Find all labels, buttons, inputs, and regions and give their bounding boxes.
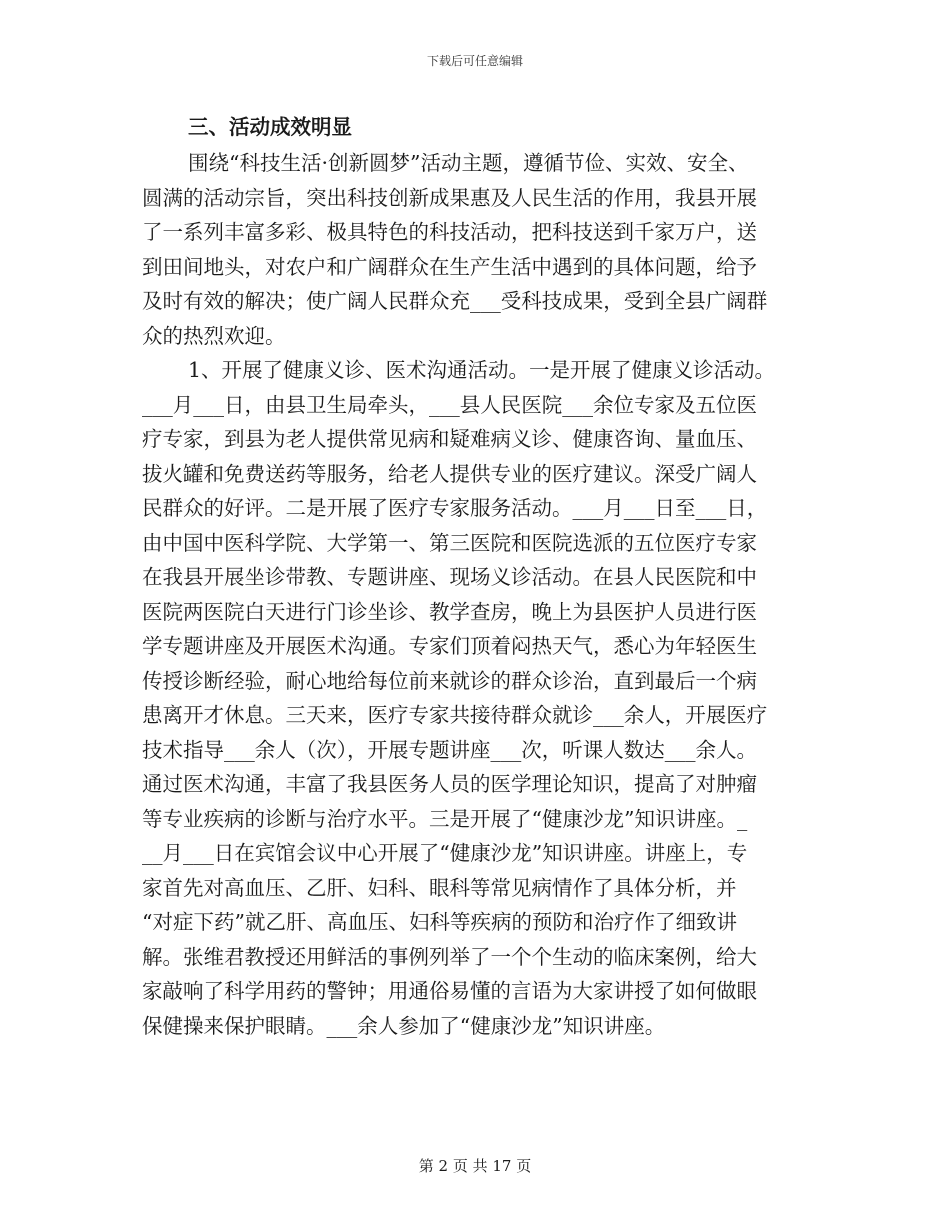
- paragraph-line: 患离开才休息。三天来，医疗专家共接待群众就诊___余人，开展医疗: [142, 703, 768, 727]
- body-text: [142, 146, 802, 1043]
- paragraph-line: 医院两医院白天进行门诊坐诊、教学查房，晚上为县医护人员进行医: [142, 599, 757, 624]
- paragraph-line: 了一系列丰富多彩、极具特色的科技活动，把科技送到千家万户，送: [142, 220, 757, 244]
- paragraph-line: 通过医术沟通，丰富了我县医务人员的医学理论知识，提高了对肿瘤: [142, 772, 757, 796]
- paragraph-line: 到田间地头，对农户和广阔群众在生产生活中遇到的具体问题，给予: [142, 254, 757, 279]
- paragraph-line: 保健操来保护眼睛。___余人参加了“健康沙龙”知识讲座。: [142, 1013, 666, 1038]
- paragraph-1: [142, 146, 802, 353]
- page-number: 第 2 页 共 17 页: [418, 1157, 532, 1175]
- paragraph-line: 在我县开展坐诊带教、专题讲座、现场义诊活动。在县人民医院和中: [142, 565, 757, 589]
- paragraph-line: 疗专家，到县为老人提供常见病和疑难病义诊、健康咨询、量血压、: [142, 427, 757, 451]
- header-note: 下载后可任意编辑: [426, 54, 523, 68]
- paragraph-line: “对症下药”就乙肝、高血压、妇科等疾病的预防和治疗作了细致讲: [142, 910, 737, 934]
- paragraph-line: 民群众的好评。二是开展了医疗专家服务活动。___月___日至___日，: [142, 496, 768, 520]
- paragraph-2: [142, 353, 802, 1043]
- paragraph-line: 传授诊断经验，耐心地给每位前来就诊的群众诊治，直到最后一个病: [142, 668, 757, 693]
- section-heading: 三、活动成效明显: [188, 115, 352, 139]
- paragraph-line: 学专题讲座及开展医术沟通。专家们顶着闷热天气，悉心为年轻医生: [142, 634, 757, 658]
- paragraph-line: 众的热烈欢迎。: [142, 323, 286, 348]
- paragraph-line: 解。张维君教授还用鲜活的事例列举了一个个生动的临床案例，给大: [142, 944, 757, 969]
- paragraph-line: __月___日在宾馆会议中心开展了“健康沙龙”知识讲座。讲座上，专: [142, 841, 748, 865]
- paragraph-line: ___月___日，由县卫生局牵头，___县人民医院___余位专家及五位医: [142, 392, 757, 417]
- paragraph-line: 圆满的活动宗旨，突出科技创新成果惠及人民生活的作用，我县开展: [142, 185, 757, 210]
- paragraph-line: 拔火罐和免费送药等服务，给老人提供专业的医疗建议。深受广阔人: [142, 461, 757, 486]
- paragraph-line: 围绕“科技生活·创新圆梦”活动主题，遵循节俭、实效、安全、: [188, 151, 749, 175]
- paragraph-line: 等专业疾病的诊断与治疗水平。三是开展了“健康沙龙”知识讲座。_: [142, 806, 748, 831]
- paragraph-line: 及时有效的解决；使广阔人民群众充___受科技成果，受到全县广阔群: [142, 289, 768, 313]
- paragraph-line: 技术指导___余人（次），开展专题讲座___次，听课人数达___余人。: [142, 737, 757, 762]
- paragraph-line: 1、开展了健康义诊、医术沟通活动。一是开展了健康义诊活动。: [188, 358, 776, 382]
- paragraph-line: 由中国中医科学院、大学第一、第三医院和医院选派的五位医疗专家: [142, 530, 757, 555]
- paragraph-line: 家首先对高血压、乙肝、妇科、眼科等常见病情作了具体分析，并: [142, 875, 737, 900]
- paragraph-line: 家敲响了科学用药的警钟；用通俗易懂的言语为大家讲授了如何做眼: [142, 979, 757, 1003]
